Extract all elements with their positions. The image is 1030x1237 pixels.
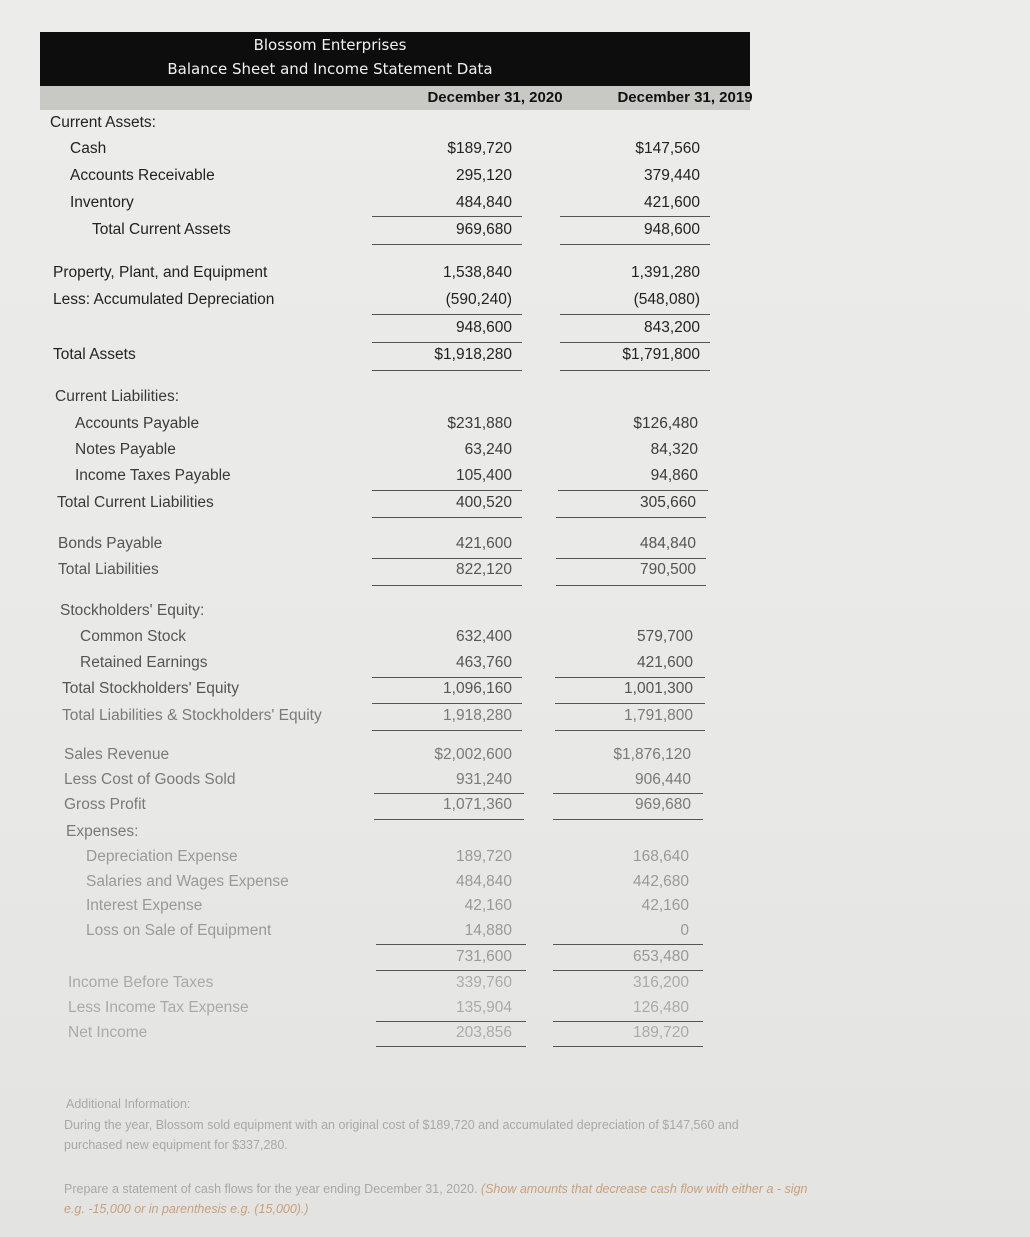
value-2020: 822,120 [455, 561, 512, 578]
row-label: Net Income [68, 1024, 148, 1041]
row-label: Income Before Taxes [68, 974, 214, 991]
row-label: Total Liabilities [58, 561, 159, 578]
value-2020: 339,760 [455, 974, 512, 991]
value-2020: 969,680 [455, 221, 512, 238]
row-label: Sales Revenue [64, 746, 170, 763]
value-2019: 442,680 [632, 873, 689, 890]
value-2019: $126,480 [633, 415, 698, 432]
row-label: Common Stock [80, 628, 186, 645]
table-row [0, 974, 1030, 996]
value-2020: 484,840 [455, 194, 512, 211]
value-2019: 579,700 [636, 628, 693, 645]
value-2019: $1,876,120 [613, 746, 691, 763]
table-row [0, 654, 1030, 676]
value-2019: 421,600 [643, 194, 700, 211]
rule [553, 793, 703, 794]
table-row [0, 221, 1030, 243]
value-2020: 42,160 [464, 897, 512, 914]
value-2019: 94,860 [650, 467, 698, 484]
row-label: Loss on Sale of Equipment [86, 922, 272, 939]
rule [553, 944, 703, 945]
rule [558, 490, 708, 491]
value-2019: 305,660 [639, 494, 696, 511]
table-row [0, 291, 1030, 313]
row-label: Inventory [70, 194, 134, 211]
row-label: Cash [70, 140, 107, 157]
value-2019: 421,600 [636, 654, 693, 671]
table-row [0, 922, 1030, 944]
table-row [0, 561, 1030, 583]
rule [376, 970, 526, 971]
row-label: Total Assets [53, 346, 136, 363]
table-row [0, 746, 1030, 768]
value-2019: $1,791,800 [622, 346, 700, 363]
rule [556, 558, 706, 559]
table-row [0, 167, 1030, 189]
rule [376, 1046, 526, 1047]
rule [553, 1021, 703, 1022]
rule [372, 244, 522, 245]
table-row [0, 441, 1030, 463]
table-row [0, 680, 1030, 702]
row-label: Total Stockholders' Equity [62, 680, 239, 697]
row-label: Accounts Payable [75, 415, 200, 432]
rule [372, 703, 522, 704]
rule [376, 944, 526, 945]
column-header-2020: December 31, 2020 [427, 89, 563, 106]
value-2020: $1,918,280 [434, 346, 512, 363]
table-row [0, 628, 1030, 650]
value-2020: 400,520 [455, 494, 512, 511]
value-2020: 63,240 [464, 441, 512, 458]
value-2020: 632,400 [455, 628, 512, 645]
row-label: Depreciation Expense [86, 848, 238, 865]
table-row [0, 796, 1030, 818]
value-2020: 948,600 [455, 319, 512, 336]
rule [372, 677, 522, 678]
table-row [0, 999, 1030, 1021]
rule [560, 370, 710, 371]
row-label: Current Assets: [50, 114, 156, 131]
value-2019: 843,200 [643, 319, 700, 336]
value-2020: 1,096,160 [443, 680, 512, 697]
value-2020: 931,240 [455, 771, 512, 788]
row-label: Retained Earnings [80, 654, 208, 671]
value-2019: 168,640 [632, 848, 689, 865]
value-2020: 189,720 [455, 848, 512, 865]
table-row [0, 494, 1030, 516]
company-name: Blossom Enterprises [253, 36, 407, 54]
value-2019: 316,200 [632, 974, 689, 991]
rule [555, 677, 705, 678]
rule [553, 1046, 703, 1047]
value-2020: 105,400 [455, 467, 512, 484]
row-label: Total Liabilities & Stockholders' Equity [62, 707, 322, 724]
rule [553, 970, 703, 971]
instruction-hint-example: e.g. -15,000 or in parenthesis e.g. (15,000).) [64, 1202, 309, 1216]
table-row [0, 194, 1030, 216]
row-label: Less Cost of Goods Sold [64, 771, 236, 788]
value-2019: 1,391,280 [631, 264, 700, 281]
instruction-text [64, 1182, 807, 1196]
value-2020: 484,840 [455, 873, 512, 890]
value-2019: 906,440 [634, 771, 691, 788]
table-row [0, 140, 1030, 162]
table-header [40, 32, 753, 110]
row-label: Less: Accumulated Depreciation [53, 291, 275, 308]
table-row [0, 346, 1030, 368]
table-row [0, 415, 1030, 437]
rule [376, 1021, 526, 1022]
row-label: Stockholders' Equity: [60, 602, 205, 619]
value-2020: $2,002,600 [434, 746, 512, 763]
value-2020: 1,538,840 [443, 264, 512, 281]
rule [372, 314, 522, 315]
row-label: Salaries and Wages Expense [86, 873, 289, 890]
value-2020: 731,600 [455, 948, 512, 965]
row-label: Gross Profit [64, 796, 146, 813]
value-2020: 203,856 [455, 1024, 512, 1041]
instruction-hint: (Show amounts that decrease cash flow with either a - sign [480, 1182, 808, 1196]
value-2020: $189,720 [447, 140, 512, 157]
row-label: Current Liabilities: [55, 388, 180, 405]
rule [374, 793, 524, 794]
value-2019: 969,680 [634, 796, 691, 813]
column-header-2019: December 31, 2019 [617, 89, 753, 106]
rule [372, 558, 522, 559]
value-2020: 421,600 [455, 535, 512, 552]
value-2019: 790,500 [639, 561, 696, 578]
row-label: Interest Expense [86, 897, 203, 914]
table-row [0, 388, 1030, 410]
row-label: Accounts Receivable [70, 167, 215, 184]
row-label: Property, Plant, and Equipment [53, 264, 268, 281]
row-label: Expenses: [66, 823, 139, 840]
value-2019: 379,440 [643, 167, 700, 184]
value-2020: 295,120 [455, 167, 512, 184]
table-row [0, 264, 1030, 286]
table-row [0, 707, 1030, 729]
table-row [0, 602, 1030, 624]
value-2019: 84,320 [650, 441, 698, 458]
row-label: Bonds Payable [58, 535, 163, 552]
rule [560, 314, 710, 315]
rule [560, 244, 710, 245]
value-2020: 1,918,280 [443, 707, 512, 724]
table-row [0, 873, 1030, 895]
value-2020: 1,071,360 [443, 796, 512, 813]
row-label: Total Current Assets [92, 221, 231, 238]
rule [555, 703, 705, 704]
value-2020: $231,880 [447, 415, 512, 432]
table-row [0, 535, 1030, 557]
value-2020: (590,240) [445, 291, 512, 308]
rule [556, 517, 706, 518]
rule [555, 730, 705, 731]
table-row [0, 848, 1030, 870]
additional-info-heading: Additional Information: [66, 1097, 191, 1111]
value-2019: $147,560 [635, 140, 700, 157]
table-row [0, 897, 1030, 919]
rule [372, 370, 522, 371]
rule [560, 342, 710, 343]
value-2020: 14,880 [464, 922, 512, 939]
value-2020: 463,760 [455, 654, 512, 671]
table-row [0, 1024, 1030, 1046]
value-2019: (548,080) [633, 291, 700, 308]
value-2019: 189,720 [632, 1024, 689, 1041]
row-label: Total Current Liabilities [57, 494, 214, 511]
rule [372, 216, 522, 217]
additional-info-line1: During the year, Blossom sold equipment with an original cost of $189,720 and accumulated depreciation of $147,560 and [64, 1118, 739, 1132]
row-label: Notes Payable [75, 441, 176, 458]
value-2019: 1,791,800 [624, 707, 693, 724]
rule [372, 517, 522, 518]
value-2019: 1,001,300 [624, 680, 693, 697]
value-2019: 948,600 [643, 221, 700, 238]
table-row [0, 948, 1030, 970]
rule [372, 585, 522, 586]
value-2019: 42,160 [641, 897, 689, 914]
value-2020: 135,904 [455, 999, 512, 1016]
table-row [0, 771, 1030, 793]
value-2019: 484,840 [639, 535, 696, 552]
instruction-prompt: Prepare a statement of cash flows for the year ending December 31, 2020. [64, 1182, 478, 1196]
rule [372, 342, 522, 343]
rule [372, 490, 522, 491]
row-label: Income Taxes Payable [75, 467, 231, 484]
rule [372, 730, 522, 731]
value-2019: 126,480 [632, 999, 689, 1016]
table-row [0, 467, 1030, 489]
rule [556, 585, 706, 586]
rule [553, 819, 703, 820]
value-2019: 653,480 [632, 948, 689, 965]
table-row [0, 319, 1030, 341]
report-subtitle: Balance Sheet and Income Statement Data [167, 60, 493, 78]
rule [560, 216, 710, 217]
value-2019: 0 [680, 922, 689, 939]
additional-info-line2: purchased new equipment for $337,280. [64, 1138, 288, 1152]
rule [374, 819, 524, 820]
row-label: Less Income Tax Expense [68, 999, 249, 1016]
table-row [0, 823, 1030, 845]
table-row [0, 114, 1030, 136]
